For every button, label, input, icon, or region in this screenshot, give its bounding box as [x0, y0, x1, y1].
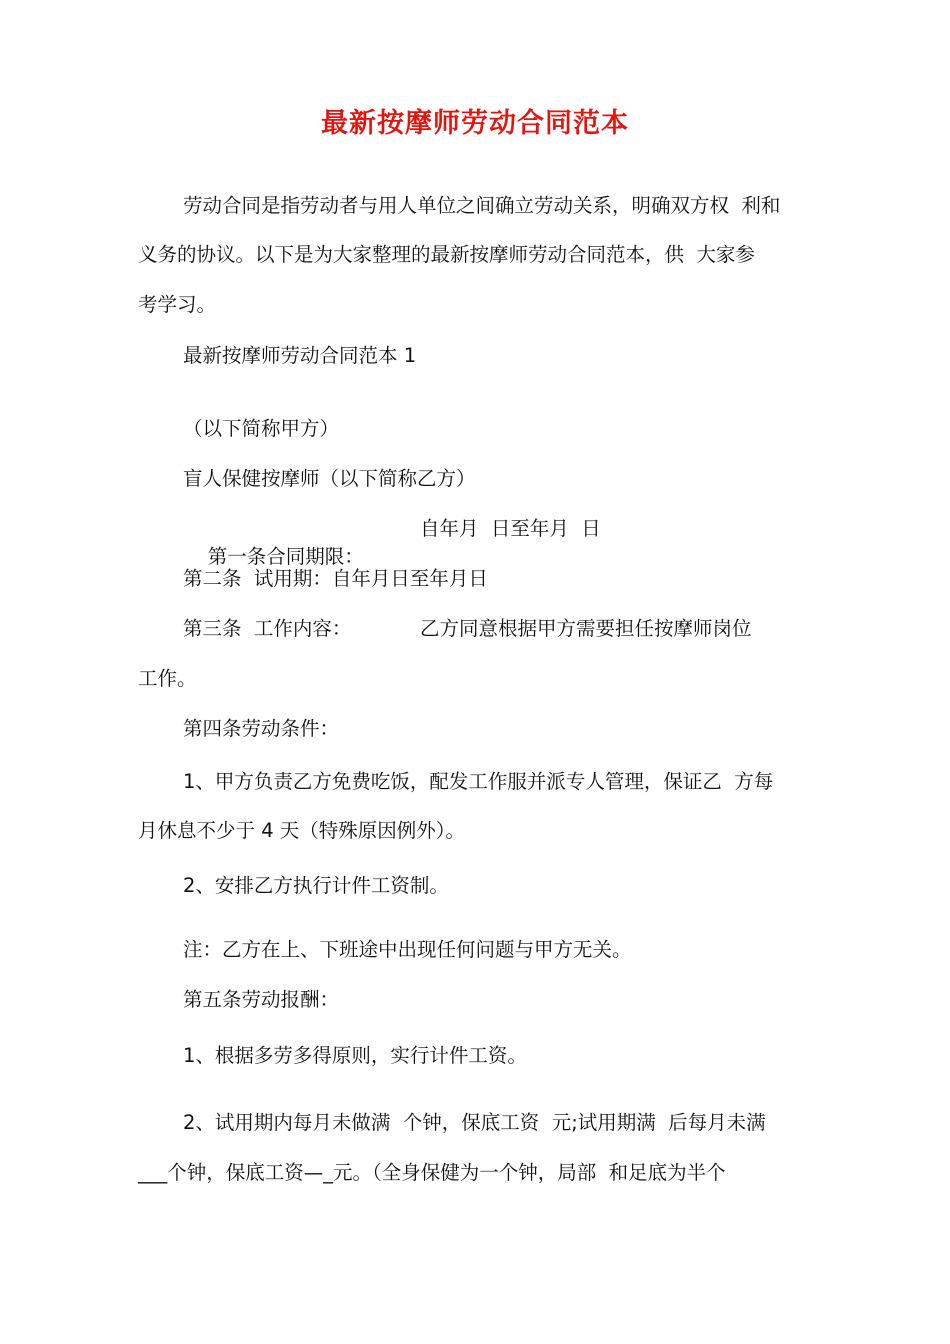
party-b: 盲人保健按摩师（以下简称乙方） — [183, 467, 476, 490]
article-5-item-1: 1、根据多劳多得原则，实行计件工资。 — [183, 1044, 527, 1067]
article-3-continuation: 工作。 — [138, 667, 197, 690]
section-heading: 最新按摩师劳动合同范本 1 — [183, 344, 417, 367]
article-3-label: 第三条 工作内容： — [183, 617, 352, 640]
article-4-item-1-line-2: 月休息不少于 4 天（特殊原因例外）。 — [138, 819, 466, 842]
article-2: 第二条 试用期：自年月日至年月日 — [183, 567, 488, 590]
party-a: （以下简称甲方） — [183, 417, 340, 440]
article-4-heading: 第四条劳动条件： — [183, 717, 340, 740]
article-1-value: 自年月 日至年月 日 — [420, 517, 601, 540]
article-5-heading: 第五条劳动报酬： — [183, 988, 340, 1011]
article-5-item-2-line-2: ___个钟，保底工资—_元。（全身保健为一个钟，局部 和足底为半个 — [138, 1161, 726, 1184]
article-1-label: 第一条合同期限： — [207, 545, 364, 568]
document-title: 最新按摩师劳动合同范本 — [321, 108, 629, 139]
intro-line-3: 考学习。 — [138, 293, 217, 316]
article-4-item-1-line-1: 1、甲方负责乙方免费吃饭，配发工作服并派专人管理，保证乙 方每 — [183, 770, 774, 793]
article-4-note: 注：乙方在上、下班途中出现任何问题与甲方无关。 — [183, 938, 632, 961]
intro-line-1: 劳动合同是指劳动者与用人单位之间确立劳动关系，明确双方权 利和 — [183, 194, 781, 217]
article-3-value: 乙方同意根据甲方需要担任按摩师岗位 — [420, 617, 752, 640]
intro-line-2: 义务的协议。以下是为大家整理的最新按摩师劳动合同范本，供 大家参 — [138, 243, 755, 266]
article-5-item-2-line-1: 2、试用期内每月未做满 个钟，保底工资 元;试用期满 后每月未满 — [183, 1111, 766, 1134]
article-4-item-2: 2、安排乙方执行计件工资制。 — [183, 874, 449, 897]
